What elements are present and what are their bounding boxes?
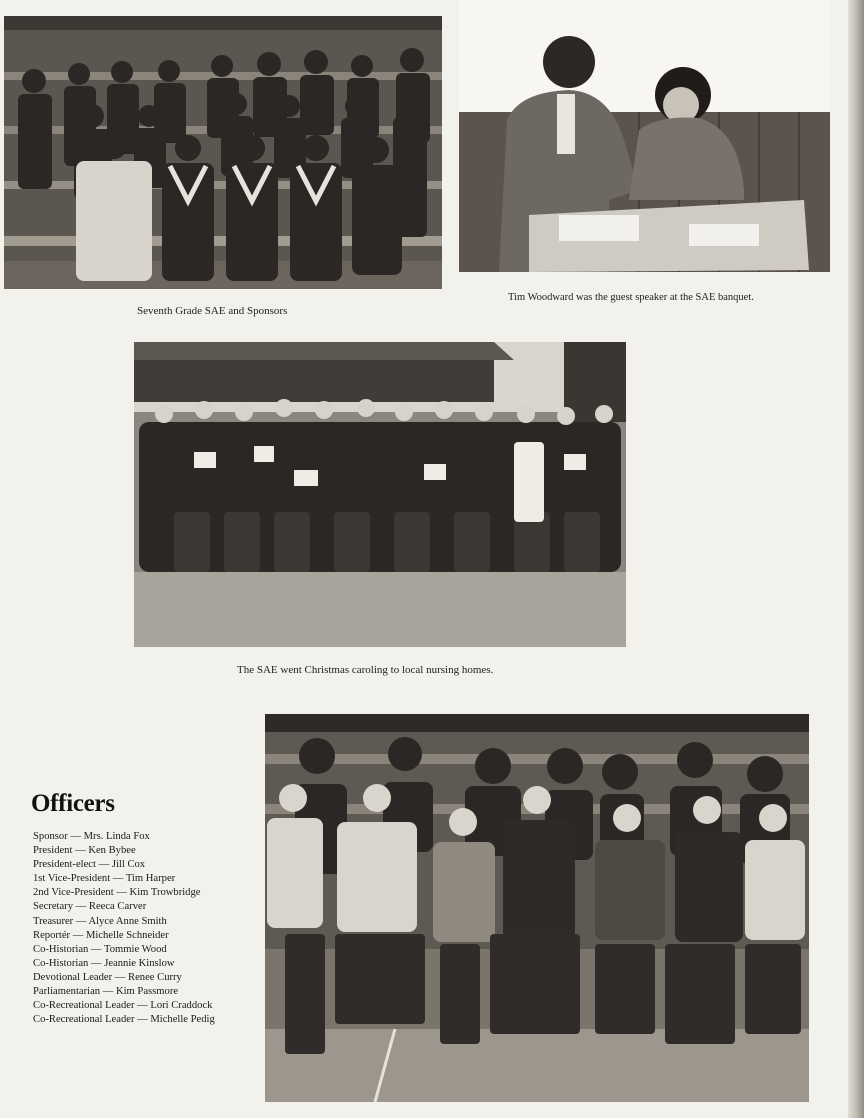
officer-entry: President-elect — Jill Cox	[33, 859, 146, 871]
officer-entry: Devotional Leader — Renee Curry	[33, 971, 182, 983]
seventh-grade-photo	[4, 16, 442, 289]
officer-entry: Secretary — Reeca Carver	[33, 901, 147, 913]
officer-entry: Treasurer — Alyce Anne Smith	[33, 915, 167, 927]
officer-entry: Co-Historian — Jeannie Kinslow	[33, 957, 175, 969]
caroling-photo	[134, 342, 626, 647]
caroling-caption: The SAE went Christmas caroling to local nursing homes.	[237, 664, 494, 676]
guest-speaker-photo	[459, 0, 830, 272]
officer-entry: Co-Recreational Leader — Lori Craddock	[33, 1000, 213, 1012]
officers-photo	[265, 714, 809, 1102]
officer-entry: Reportér — Michelle Schneider	[33, 929, 169, 941]
officer-entry: 2nd Vice-President — Kim Trowbridge	[33, 887, 201, 899]
officer-entry: Co-Recreational Leader — Michelle Pedig	[33, 1014, 215, 1026]
guest-speaker-caption: Tim Woodward was the guest speaker at the SAE banquet.	[508, 292, 754, 303]
officer-entry: President — Ken Bybee	[33, 845, 136, 857]
officer-entry: Parliamentarian — Kim Passmore	[33, 986, 179, 998]
officer-entry: Co-Historian — Tommie Wood	[33, 943, 167, 955]
officers-heading: Officers	[31, 790, 115, 817]
officer-entry: Sponsor — Mrs. Linda Fox	[33, 831, 150, 842]
page-spine-shadow	[848, 0, 864, 1118]
seventh-grade-caption: Seventh Grade SAE and Sponsors	[137, 305, 288, 317]
officer-entry: 1st Vice-President — Tim Harper	[33, 873, 176, 885]
officers-list	[33, 830, 243, 1027]
